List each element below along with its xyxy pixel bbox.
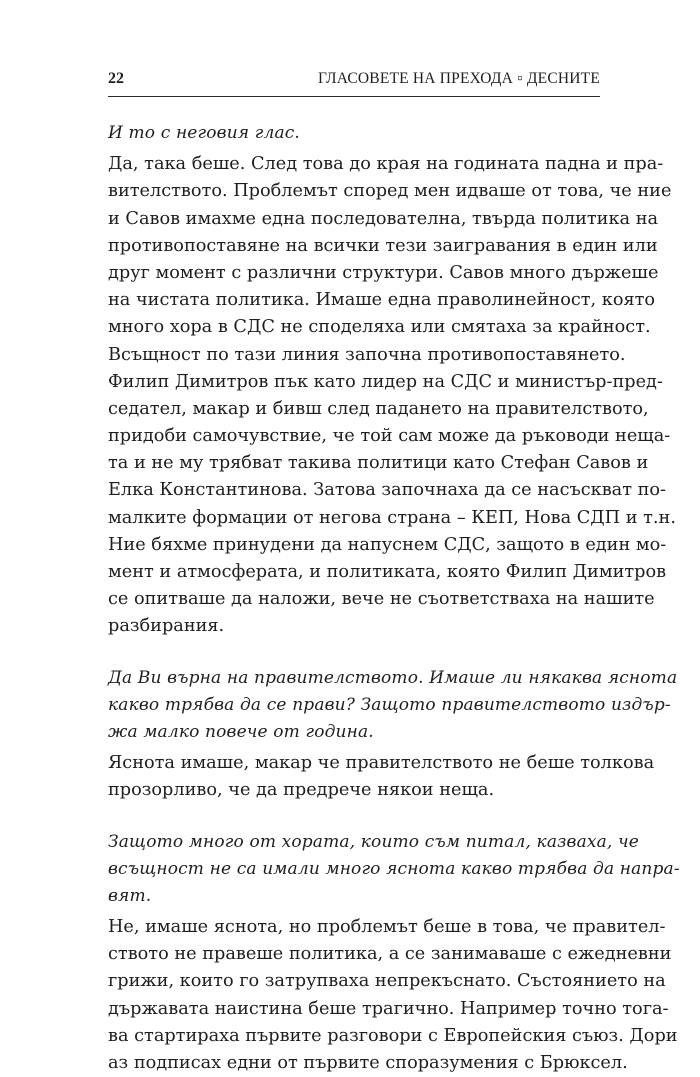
text-line: Елка Константинова. Затова започнаха да се насъскват по- [108, 480, 667, 501]
text-line: всъщност не са имали много яснота какво трябва да напра- [108, 858, 680, 879]
interview-question [108, 120, 602, 147]
text-line: Да, така беше. След това до края на годината падна и пра- [108, 154, 664, 175]
interview-answer [108, 750, 655, 804]
text-line: Защото много от хората, които съм питал, казваха, че [108, 831, 639, 852]
text-line: И то с неговия глас. [108, 123, 300, 143]
page-header [108, 68, 600, 97]
text-line: придоби самочувствие, че той сам може да ръководи неща- [108, 426, 671, 447]
text-line: Да Ви върна на правителството. Имаше ли някаква яснота [108, 667, 678, 688]
body-text [108, 120, 680, 1077]
text-line: жа малко повече от година. [108, 721, 374, 742]
text-line: друг момент с различни структури. Савов много държеше [108, 262, 659, 283]
text-line: Ние бяхме принудени да напуснем СДС, защото в един мо- [108, 534, 667, 555]
text-line: Не, имаше яснота, но проблемът беше в това, че правител- [108, 917, 666, 938]
text-line: противопоставяне на всички тези заигравания в един или [108, 235, 658, 256]
text-line: на чистата политика. Имаше една праволинейност, която [108, 290, 656, 311]
text-line: седател, макар и бивш след падането на правителството, [108, 398, 649, 419]
text-line: вителството. Проблемът според мен идваше от това, че ние [108, 181, 672, 202]
interview-question [108, 829, 680, 911]
text-line: аз подписах едни от първите споразумения с Брюксел. [108, 1053, 628, 1073]
text-line: грижи, които го затрупваха непрекъснато. Състоянието на [108, 971, 666, 992]
text-line: държавата наистина беше трагично. Например точно тога- [108, 998, 669, 1019]
text-line: Всъщност по тази линия започна противопоставянето. [108, 344, 626, 365]
text-line: ва стартираха първите разговори с Европейския съюз. Дори [108, 1025, 678, 1046]
text-line: Яснота имаше, макар че правителството не беше толкова [108, 753, 655, 774]
text-line: разбирания. [108, 616, 225, 637]
text-line: та и не му трябват такива политици като Стефан Савов и [108, 453, 649, 474]
text-line: се опитваше да наложи, вече не съответстваха на нашите [108, 589, 655, 610]
text-line: мент и атмосферата, и политиката, която Филип Димитров [108, 562, 667, 582]
text-line: прозорливо, че да предрече някои неща. [108, 780, 495, 801]
interview-answer [108, 914, 678, 1077]
text-line: и Савов имахме една последователна, твърда политика на [108, 208, 659, 229]
page-number: 22 [108, 70, 124, 87]
text-line: какво трябва да се прави? Защото правителството издър- [108, 694, 671, 715]
interview-question [108, 665, 678, 747]
text-line: Филип Димитров пък като лидер на СДС и министър-пред- [108, 371, 663, 392]
text-line: малките формации от негова страна – КЕП, Нова СДП и т.н. [108, 507, 676, 528]
interview-answer [108, 151, 676, 640]
text-line: ството не правеше политика, а се занимаваше с ежедневни [108, 944, 672, 965]
text-line: вят. [108, 885, 152, 906]
running-head: ГЛАСОВЕТЕ НА ПРЕХОДА ▫ ДЕСНИТЕ [318, 70, 600, 87]
text-line: много хора в СДС не споделяха или смятаха за крайност. [108, 317, 651, 338]
